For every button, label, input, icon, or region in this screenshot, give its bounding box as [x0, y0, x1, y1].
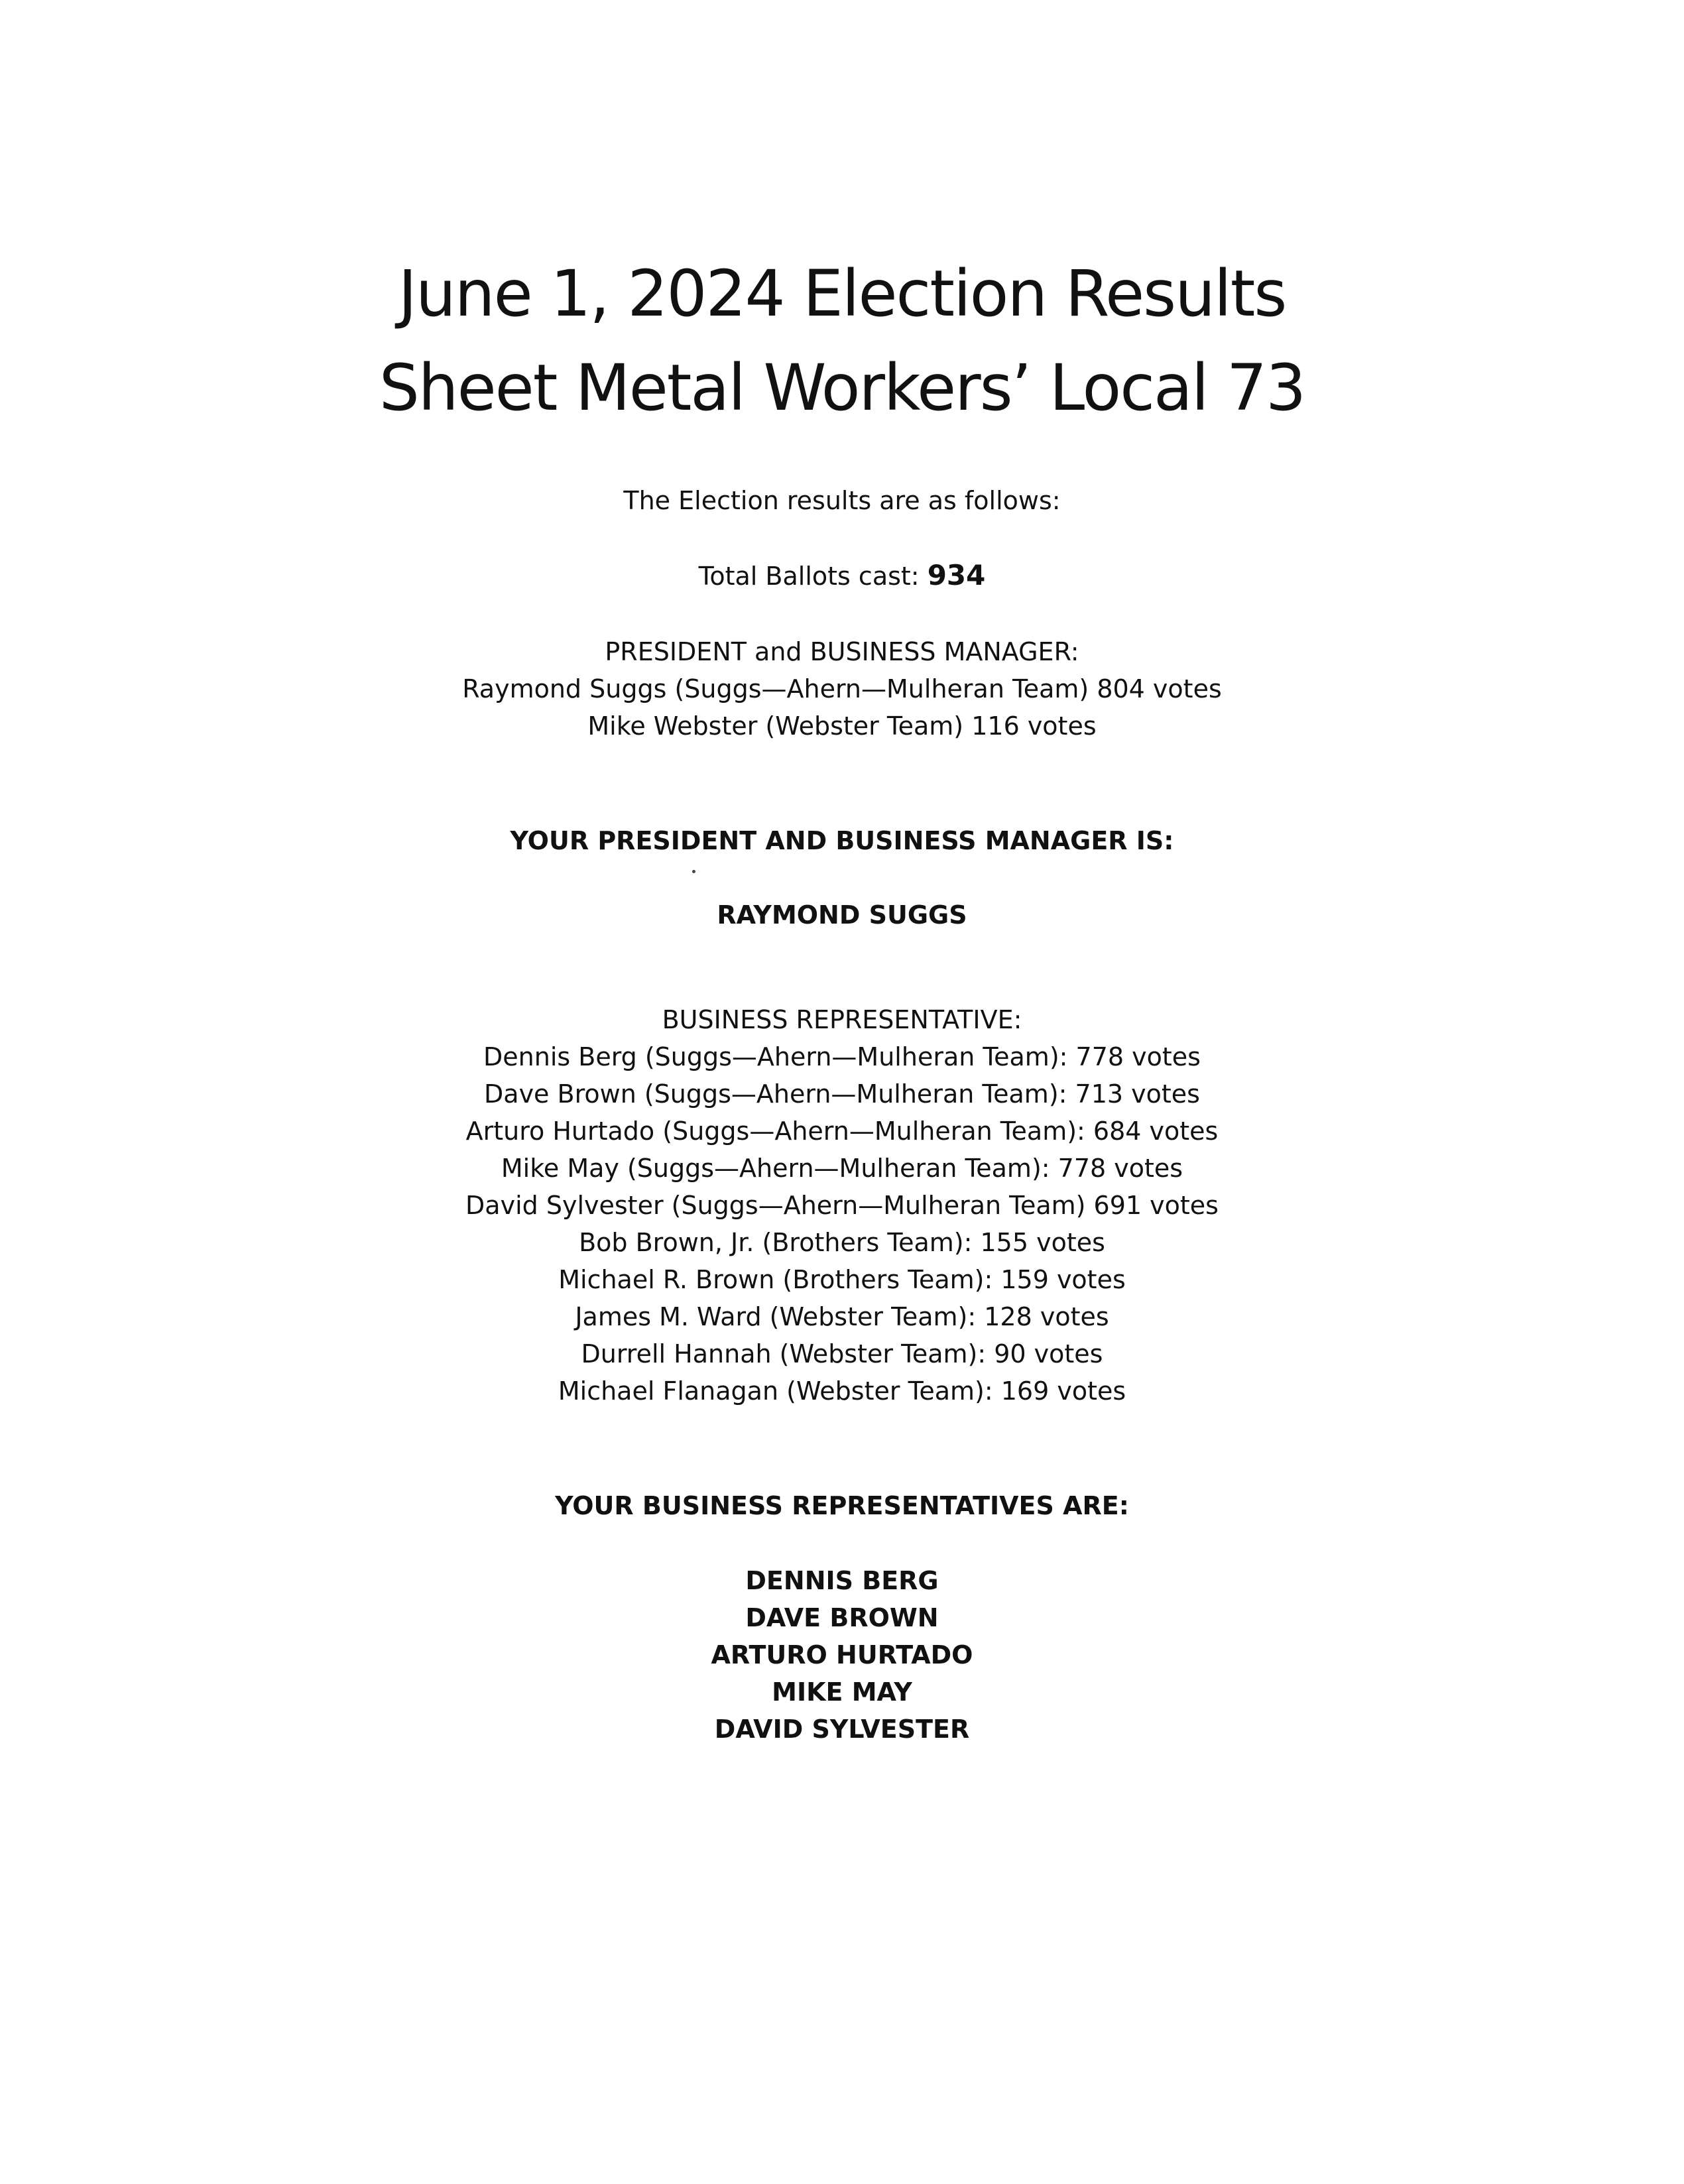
rep-candidate: Michael R. Brown (Brothers Team): 159 votes	[558, 1265, 1126, 1294]
total-ballots-label: Total Ballots cast:	[698, 562, 928, 591]
rep-candidate: Arturo Hurtado (Suggs—Ahern—Mulheran Team): 684 votes	[465, 1117, 1219, 1146]
president-winner-name: RAYMOND SUGGS	[717, 900, 967, 930]
president-winner-heading: YOUR PRESIDENT AND BUSINESS MANAGER IS:	[510, 826, 1174, 855]
rep-candidate: Durrell Hannah (Webster Team): 90 votes	[581, 1339, 1103, 1368]
page-title-line-2: Sheet Metal Workers’ Local 73	[379, 351, 1305, 425]
page-title-line-1: June 1, 2024 Election Results	[398, 257, 1286, 331]
rep-winner-name: ARTURO HURTADO	[711, 1640, 973, 1669]
stray-mark	[692, 870, 695, 873]
rep-winner-name: DENNIS BERG	[745, 1566, 939, 1595]
rep-candidate: Michael Flanagan (Webster Team): 169 votes	[558, 1376, 1126, 1406]
total-ballots-value: 934	[927, 559, 986, 591]
president-heading: PRESIDENT and BUSINESS MANAGER:	[605, 637, 1079, 666]
intro-text: The Election results are as follows:	[623, 486, 1061, 515]
rep-candidate: James M. Ward (Webster Team): 128 votes	[575, 1302, 1109, 1331]
president-candidate: Mike Webster (Webster Team) 116 votes	[587, 711, 1097, 741]
president-candidate: Raymond Suggs (Suggs—Ahern—Mulheran Team) 804 votes	[462, 674, 1222, 703]
rep-candidate: Dave Brown (Suggs—Ahern—Mulheran Team): 713 votes	[484, 1079, 1200, 1109]
rep-candidate: David Sylvester (Suggs—Ahern—Mulheran Team) 691 votes	[465, 1191, 1219, 1220]
rep-candidate: Bob Brown, Jr. (Brothers Team): 155 votes	[579, 1228, 1105, 1257]
rep-candidate: Mike May (Suggs—Ahern—Mulheran Team): 778 votes	[501, 1154, 1183, 1183]
business-reps-winners-heading: YOUR BUSINESS REPRESENTATIVES ARE:	[555, 1491, 1129, 1520]
business-rep-heading: BUSINESS REPRESENTATIVE:	[662, 1005, 1022, 1034]
total-ballots-line	[0, 557, 1684, 595]
rep-winner-name: DAVE BROWN	[745, 1603, 939, 1632]
rep-winner-name: DAVID SYLVESTER	[714, 1715, 970, 1744]
rep-candidate: Dennis Berg (Suggs—Ahern—Mulheran Team): 778 votes	[483, 1042, 1201, 1071]
rep-winner-name: MIKE MAY	[772, 1677, 912, 1707]
